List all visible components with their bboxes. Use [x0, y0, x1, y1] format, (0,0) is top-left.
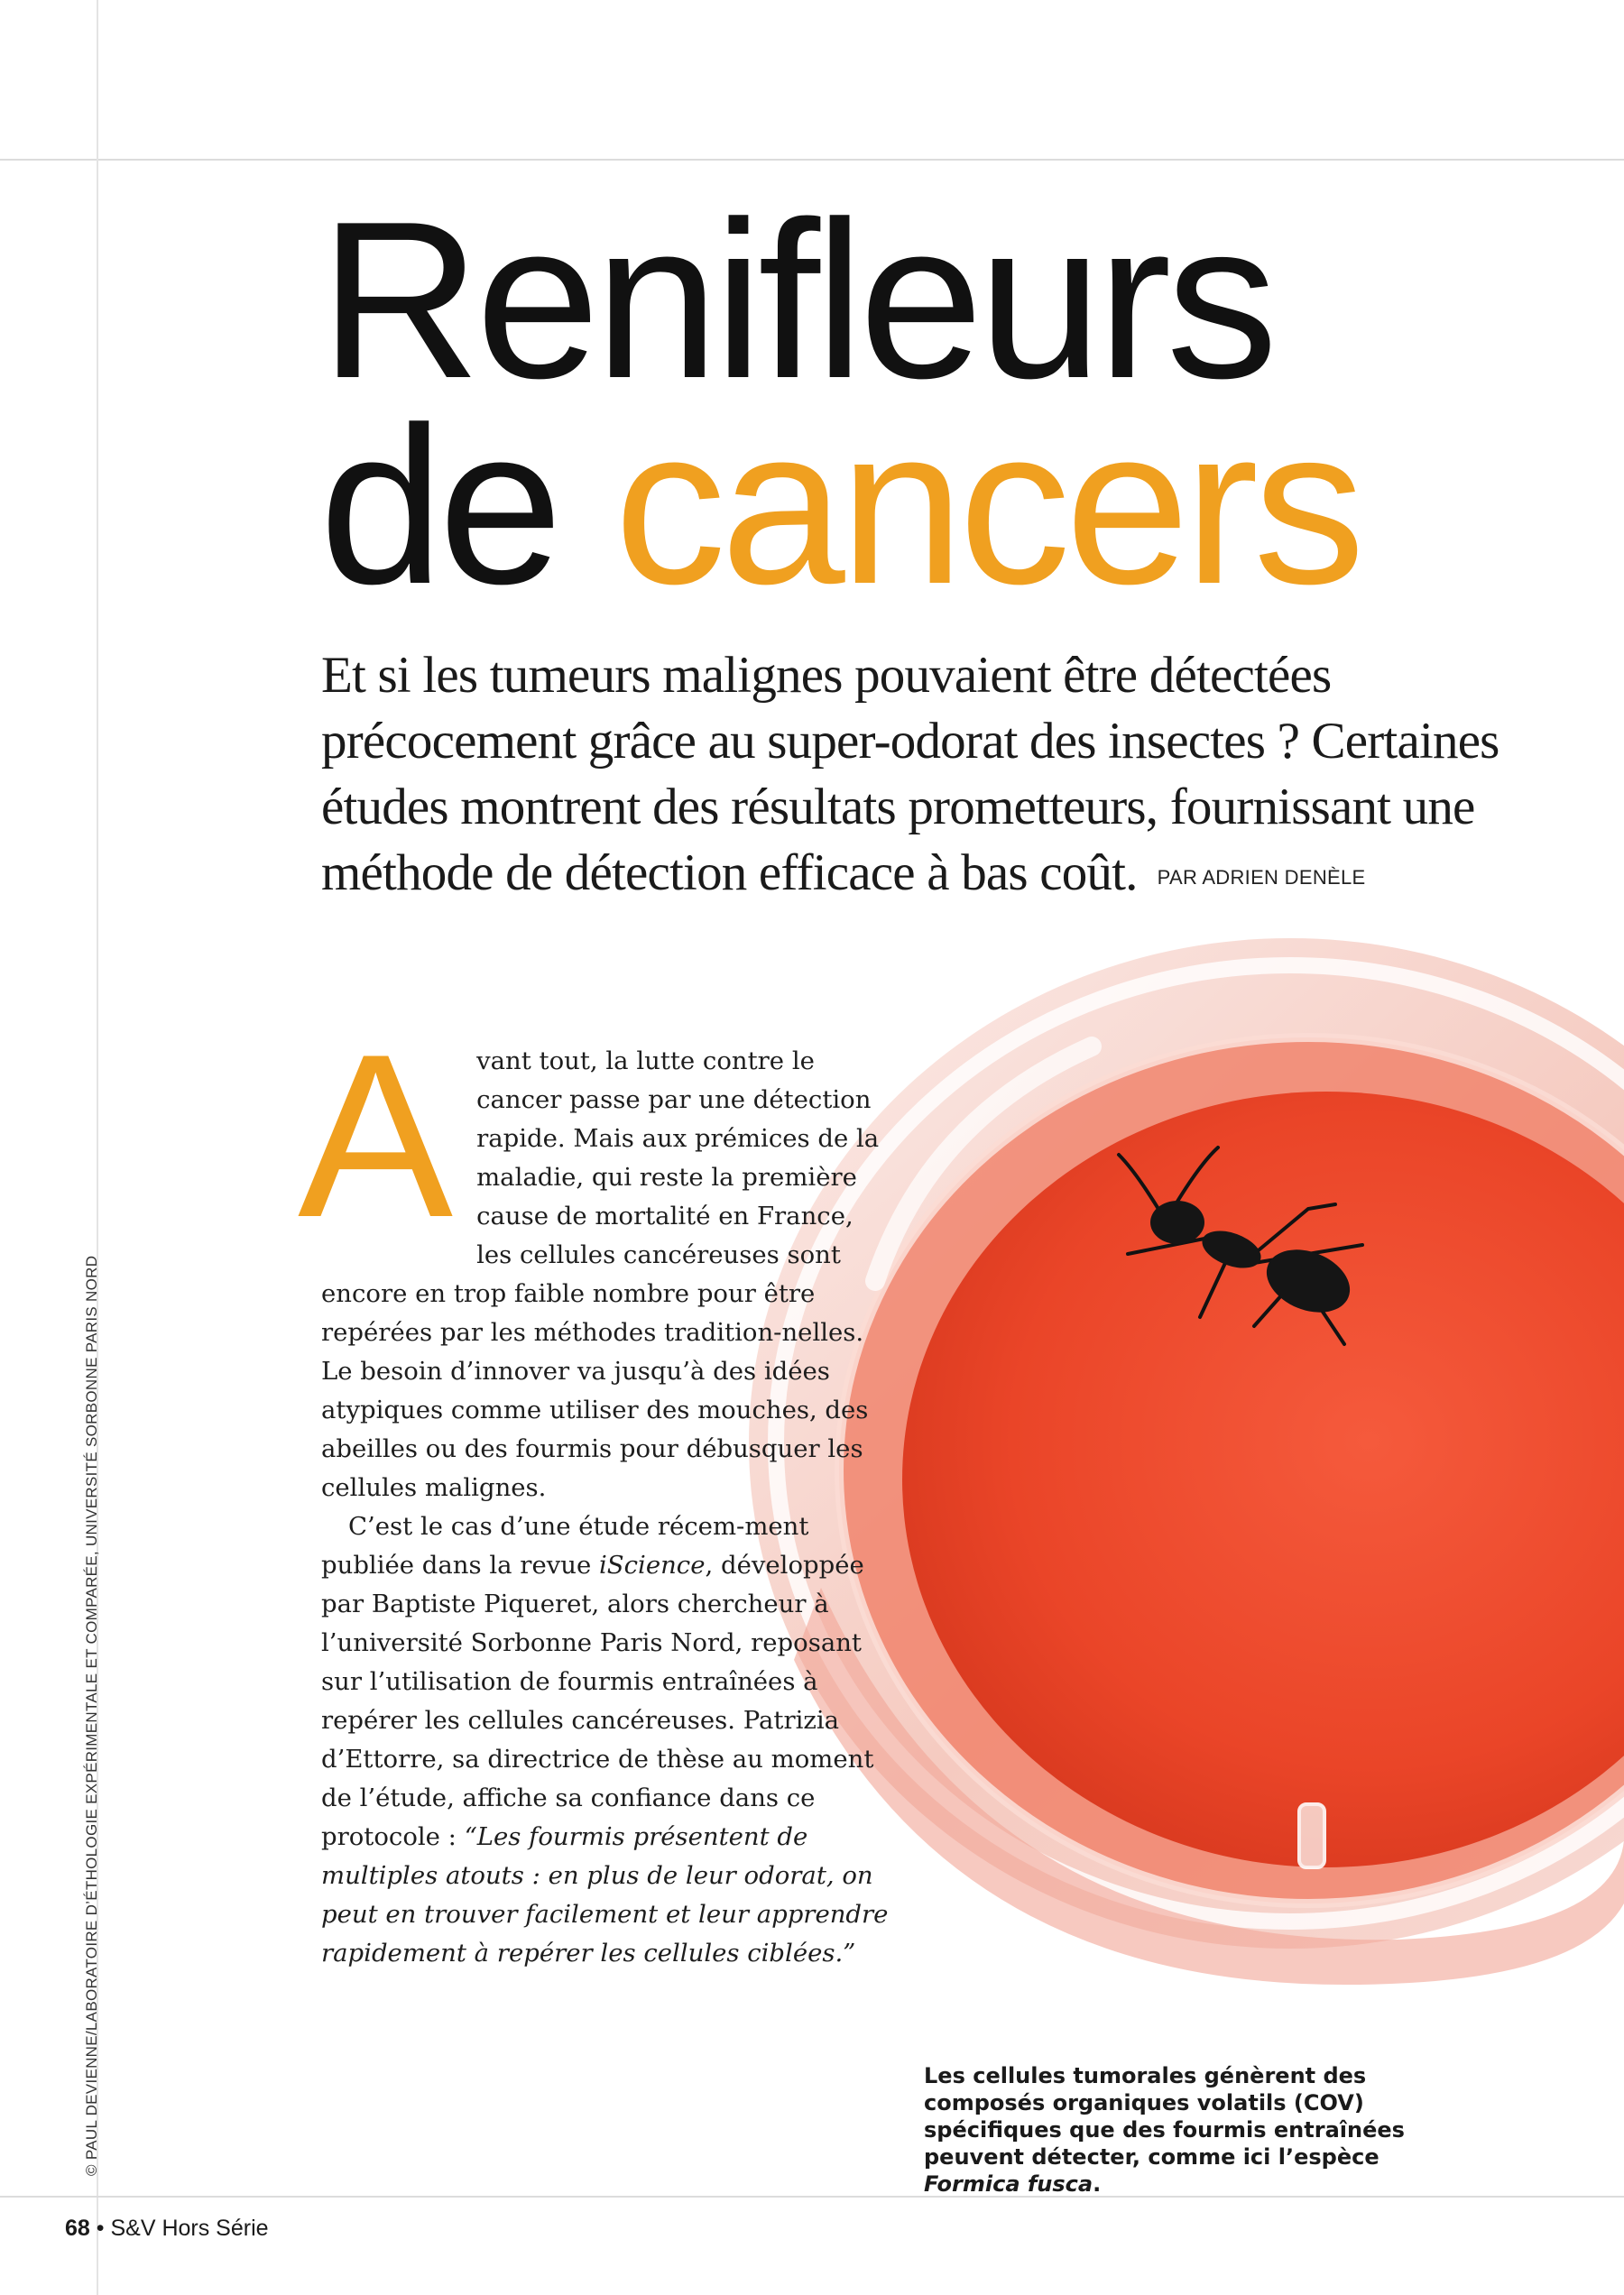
- article-lede: [321, 642, 1521, 910]
- photo-credit: © PAUL DEVIENNE/LABORATOIRE D’ÉTHOLOGIE EXPÉRIMENTALE ET COMPARÉE, UNIVERSITÉ SORBONNE PARIS NORD: [83, 1255, 100, 2176]
- paragraph-2-text-start: C’est le cas d’une étude récem-ment publiée dans la revue: [321, 1512, 809, 1580]
- title-prefix: de: [319, 380, 614, 631]
- lede-text: Et si les tumeurs malignes pouvaient être détectées précocement grâce au super-odorat des insectes ? Certaines études montrent des résultats prometteurs, fournissant une méthode de détection efficace à bas coût.: [321, 647, 1499, 901]
- title-accent: cancers: [614, 380, 1361, 631]
- expert-quote: “Les fourmis présentent de multiples atouts : en plus de leur odorat, on peut en trouver facilement et leur apprendre rapidement à repérer les cellules ciblées.”: [321, 1822, 889, 1968]
- photo-caption: [924, 2062, 1456, 2198]
- caption-text: Les cellules tumorales génèrent des composés organiques volatils (COV) spécifiques que des fourmis entraînées peuvent détecter, comme ici l’espèce: [924, 2063, 1405, 2170]
- dish-tab: [1299, 1804, 1324, 1867]
- page-number: 68: [65, 2216, 90, 2241]
- drop-cap: A: [298, 1005, 454, 1266]
- folio-separator: •: [89, 2216, 111, 2241]
- paragraph-2: [321, 1507, 890, 1973]
- top-rule: [0, 159, 1624, 161]
- paragraph-1: [298, 1005, 890, 1507]
- article-title: [319, 174, 1361, 631]
- paragraph-2-text-end: , développée par Baptiste Piqueret, alors chercheur à l’université Sorbonne Paris Nord, reposant sur l’utilisation de fourmis entraînées à repérer les cellules cancéreuses. Patrizia d’Ettorre, sa directrice de thèse au moment de l’étude, affiche sa confiance dans ce protocole :: [321, 1551, 874, 1851]
- article-body: [298, 1005, 890, 1973]
- paragraph-1-text: vant tout, la lutte contre le cancer passe par une détection rapide. Mais aux prémices de la maladie, qui reste la première cause de mortalité en France, les cellules cancéreuses sont encore en trop faible nombre pour être repérées par les méthodes tradition-nelles. Le besoin d’innover va jusqu’à des idées atypiques comme utiliser des mouches, des abeilles ou des fourmis pour débusquer les cellules malignes.: [321, 1046, 880, 1502]
- byline: PAR ADRIEN DENÈLE: [1157, 866, 1366, 889]
- title-line-2: [319, 380, 1361, 631]
- caption-end: .: [1093, 2171, 1102, 2197]
- journal-name: iScience: [598, 1551, 706, 1580]
- publication-name: S&V Hors Série: [110, 2216, 269, 2241]
- title-line-1: Renifleurs: [319, 174, 1273, 425]
- species-name: Formica fusca: [924, 2171, 1093, 2197]
- page-folio: [65, 2216, 269, 2242]
